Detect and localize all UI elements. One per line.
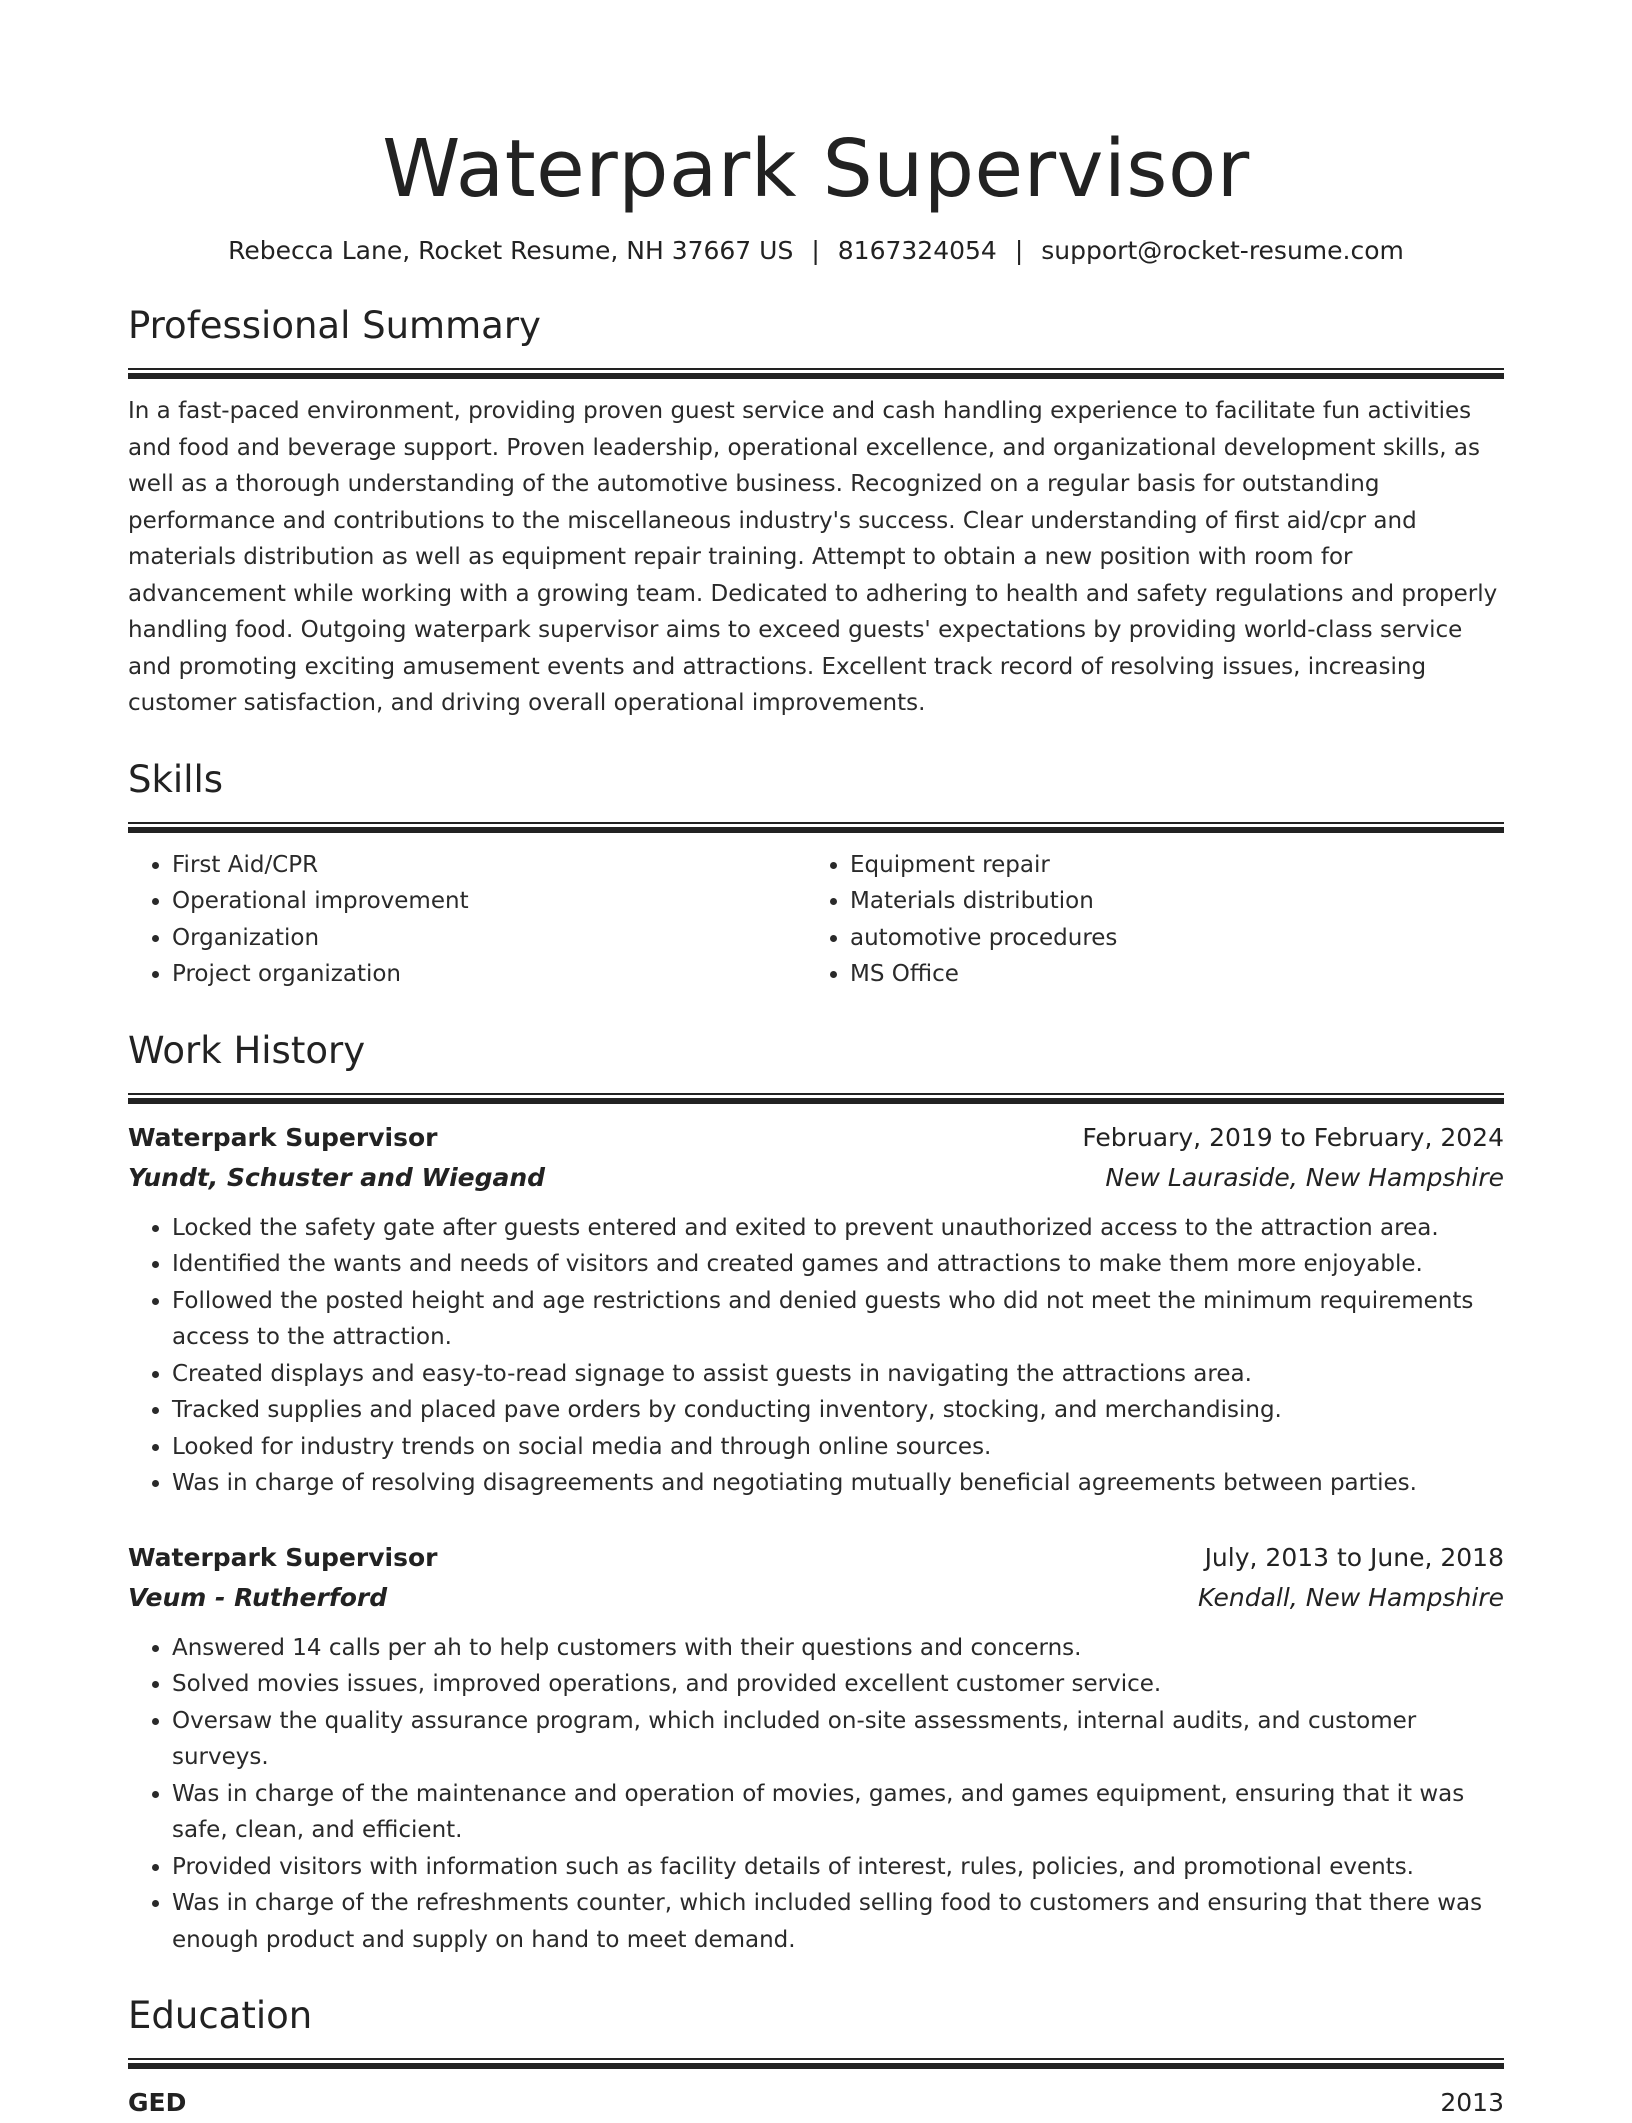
skill-item: • Equipment repair [850, 847, 1484, 884]
contact-separator: | [811, 236, 820, 265]
duty-item: • Answered 14 calls per ah to help customers with their questions and concerns. [172, 1630, 1504, 1667]
job-dates: February, 2019 to February, 2024 [1082, 1122, 1504, 1152]
contact-address: Rebecca Lane, Rocket Resume, NH 37667 US [228, 236, 794, 265]
section-divider [128, 2058, 1504, 2069]
skill-item: • MS Office [850, 956, 1484, 993]
duty-item: • Followed the posted height and age restrictions and denied guests who did not meet the minimum requirements access to the attraction. [172, 1283, 1504, 1356]
duty-item: • Identified the wants and needs of visitors and created games and attractions to make them more enjoyable. [172, 1246, 1504, 1283]
education-section [128, 1992, 1504, 2069]
duty-item: • Locked the safety gate after guests entered and exited to prevent unauthorized access to the attraction area. [172, 1210, 1504, 1247]
section-heading-work: Work History [128, 1028, 366, 1072]
job-entry [128, 1538, 1504, 1959]
skill-item: • Organization [172, 920, 806, 957]
duty-item: • Was in charge of the maintenance and operation of movies, games, and games equipment, ensuring that it was safe, clean, and efficient. [172, 1776, 1504, 1849]
duty-item: • Provided visitors with information such as facility details of interest, rules, policies, and promotional events. [172, 1849, 1504, 1886]
skill-item: • First Aid/CPR [172, 847, 806, 884]
contact-phone: 8167324054 [837, 236, 997, 265]
work-section [128, 1027, 1504, 1104]
job-entry [128, 1118, 1504, 1502]
contact-line [128, 234, 1504, 268]
education-degree: GED [128, 2088, 187, 2117]
skills-section [128, 756, 1504, 833]
section-heading-education: Education [128, 1994, 313, 2037]
job-company: Veum - Rutherford [128, 1582, 388, 1612]
job-subheader [128, 1578, 1504, 1618]
duty-item: • Created displays and easy-to-read signage to assist guests in navigating the attractions area. [172, 1356, 1504, 1393]
section-divider [128, 822, 1504, 833]
duty-item: • Oversaw the quality assurance program, which included on-site assessments, internal audits, and customer surveys. [172, 1703, 1504, 1776]
skills-list [128, 847, 1504, 993]
job-location: Kendall, New Hampshire [1198, 1582, 1504, 1612]
contact-email: support@rocket-resume.com [1041, 236, 1404, 265]
job-header [128, 1538, 1504, 1578]
duty-item: • Was in charge of resolving disagreements and negotiating mutually beneficial agreements between parties. [172, 1465, 1504, 1502]
job-header [128, 1118, 1504, 1158]
skills-column-left [128, 847, 806, 993]
education-year: 2013 [1440, 2088, 1504, 2117]
summary-text: In a fast-paced environment, providing proven guest service and cash handling experience to facilitate fun activities and food and beverage support. Proven leadership, operational excellence, and organizational development skills, as well as a thorough understanding of the automotive business. Recognized on a regular basis for outstanding performance and contributions to the miscellaneous industry's success. Clear understanding of first aid/cpr and materials distribution as well as equipment repair training. Attempt to obtain a new position with room for advancement while working with a growing team. Dedicated to adhering to health and safety regulations and properly handling food. Outgoing waterpark supervisor aims to exceed guests' expectations by providing world-class service and promoting exciting amusement events and attractions. Excellent track record of resolving issues, increasing customer satisfaction, and driving overall operational improvements. [128, 398, 1498, 716]
job-company: Yundt, Schuster and Wiegand [128, 1162, 546, 1192]
section-heading-summary: Professional Summary [128, 304, 541, 347]
job-dates: July, 2013 to June, 2018 [1204, 1542, 1504, 1572]
skills-column-right [806, 847, 1484, 993]
resume-page [128, 0, 1504, 2123]
education-entry [128, 2083, 1504, 2123]
education-header [128, 2083, 1504, 2123]
contact-separator: | [1014, 236, 1024, 265]
job-subheader [128, 1158, 1504, 1198]
job-duties [128, 1630, 1504, 1959]
duty-item: • Was in charge of the refreshments counter, which included selling food to customers and ensuring that there was enough product and supply on hand to meet demand. [172, 1885, 1504, 1958]
skill-item: • Operational improvement [172, 883, 806, 920]
resume-title: Waterpark Supervisor [382, 123, 1250, 215]
section-divider [128, 1093, 1504, 1104]
job-location: New Lauraside, New Hampshire [1105, 1162, 1504, 1192]
skill-item: • automotive procedures [850, 920, 1484, 957]
job-duties [128, 1210, 1504, 1502]
duty-item: • Looked for industry trends on social media and through online sources. [172, 1429, 1504, 1466]
job-title: Waterpark Supervisor [128, 1542, 438, 1572]
skill-item: • Project organization [172, 956, 806, 993]
duty-item: • Solved movies issues, improved operations, and provided excellent customer service. [172, 1666, 1504, 1703]
section-heading-skills: Skills [128, 757, 224, 801]
section-divider [128, 368, 1504, 379]
skill-item: • Materials distribution [850, 883, 1484, 920]
summary-section [128, 302, 1504, 379]
duty-item: • Tracked supplies and placed pave orders by conducting inventory, stocking, and merchandising. [172, 1392, 1504, 1429]
job-title: Waterpark Supervisor [128, 1122, 438, 1152]
